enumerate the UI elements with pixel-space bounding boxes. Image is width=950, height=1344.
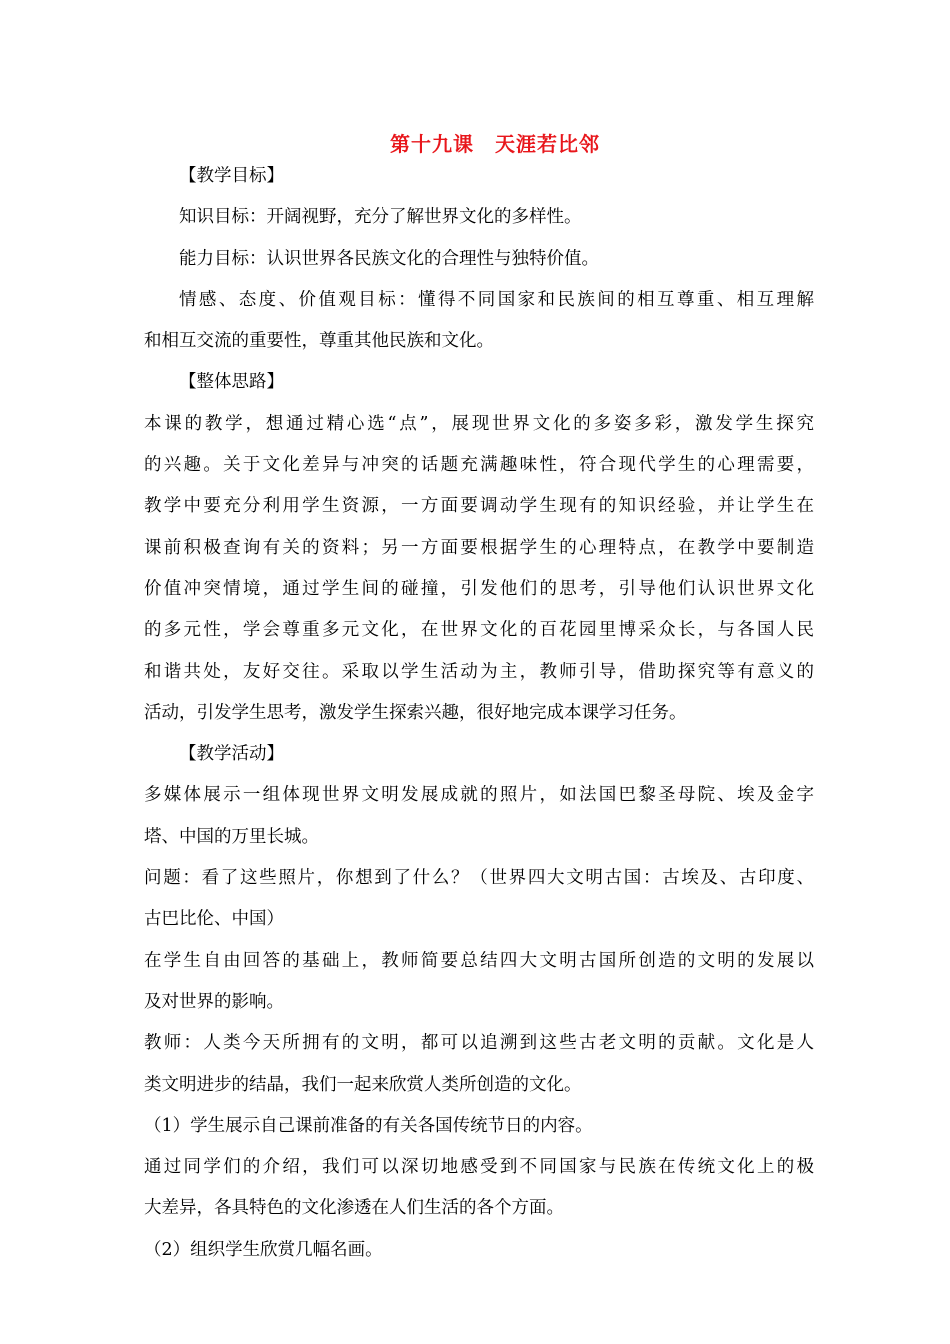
lesson-title: 第十九课 天涯若比邻 — [390, 132, 600, 156]
paragraph-line: 教学中要充分利用学生资源，一方面要调动学生现有的知识经验，并让学生在 — [144, 496, 814, 517]
section-heading-approach: 【整体思路】 — [179, 372, 284, 393]
paragraph-line: 类文明进步的结晶，我们一起来欣赏人类所创造的文化。 — [144, 1074, 582, 1095]
paragraph-line: （1）学生展示自己课前准备的有关各国传统节日的内容。 — [144, 1115, 593, 1136]
paragraph-line: 和谐共处，友好交往。采取以学生活动为主，教师引导，借助探究等有意义的 — [144, 661, 814, 682]
paragraph-line: 课前积极查询有关的资料；另一方面要根据学生的心理特点，在教学中要制造 — [144, 537, 814, 558]
paragraph-line: 的兴趣。关于文化差异与冲突的话题充满趣味性，符合现代学生的心理需要， — [144, 455, 814, 476]
paragraph-line: 本课的教学，想通过精心选“点”，展现世界文化的多姿多彩，激发学生探究 — [144, 413, 814, 434]
paragraph-line: 问题：看了这些照片，你想到了什么？（世界四大文明古国：古埃及、古印度、 — [144, 868, 814, 889]
paragraph-line: 塔、中国的万里长城。 — [144, 826, 319, 847]
paragraph-line: 能力目标：认识世界各民族文化的合理性与独特价值。 — [179, 248, 599, 269]
paragraph-line: 的多元性，学会尊重多元文化，在世界文化的百花园里博采众长，与各国人民 — [144, 620, 814, 641]
paragraph-line: （2）组织学生欣赏几幅名画。 — [144, 1239, 383, 1260]
paragraph-line: 多媒体展示一组体现世界文明发展成就的照片，如法国巴黎圣母院、埃及金字 — [144, 785, 814, 806]
section-heading-activities: 【教学活动】 — [179, 744, 284, 765]
paragraph-line: 价值冲突情境，通过学生间的碰撞，引发他们的思考，引导他们认识世界文化 — [144, 578, 814, 599]
paragraph-line: 在学生自由回答的基础上，教师简要总结四大文明古国所创造的文明的发展以 — [144, 950, 814, 971]
section-heading-objectives: 【教学目标】 — [179, 166, 284, 186]
paragraph-line: 活动，引发学生思考，激发学生探索兴趣，很好地完成本课学习任务。 — [144, 702, 687, 723]
paragraph-line: 和相互交流的重要性，尊重其他民族和文化。 — [144, 331, 494, 352]
document-body — [144, 156, 814, 1271]
paragraph-line: 教师：人类今天所拥有的文明，都可以追溯到这些古老文明的贡献。文化是人 — [144, 1033, 814, 1054]
paragraph-line: 通过同学们的介绍，我们可以深切地感受到不同国家与民族在传统文化上的极 — [144, 1157, 814, 1178]
paragraph-line: 古巴比伦、中国） — [144, 909, 284, 930]
paragraph-line: 大差异，各具特色的文化渗透在人们生活的各个方面。 — [144, 1198, 564, 1219]
paragraph-line: 及对世界的影响。 — [144, 991, 284, 1012]
paragraph-line: 情感、态度、价值观目标：懂得不同国家和民族间的相互尊重、相互理解 — [179, 289, 814, 310]
paragraph-line: 知识目标：开阔视野，充分了解世界文化的多样性。 — [179, 207, 582, 228]
